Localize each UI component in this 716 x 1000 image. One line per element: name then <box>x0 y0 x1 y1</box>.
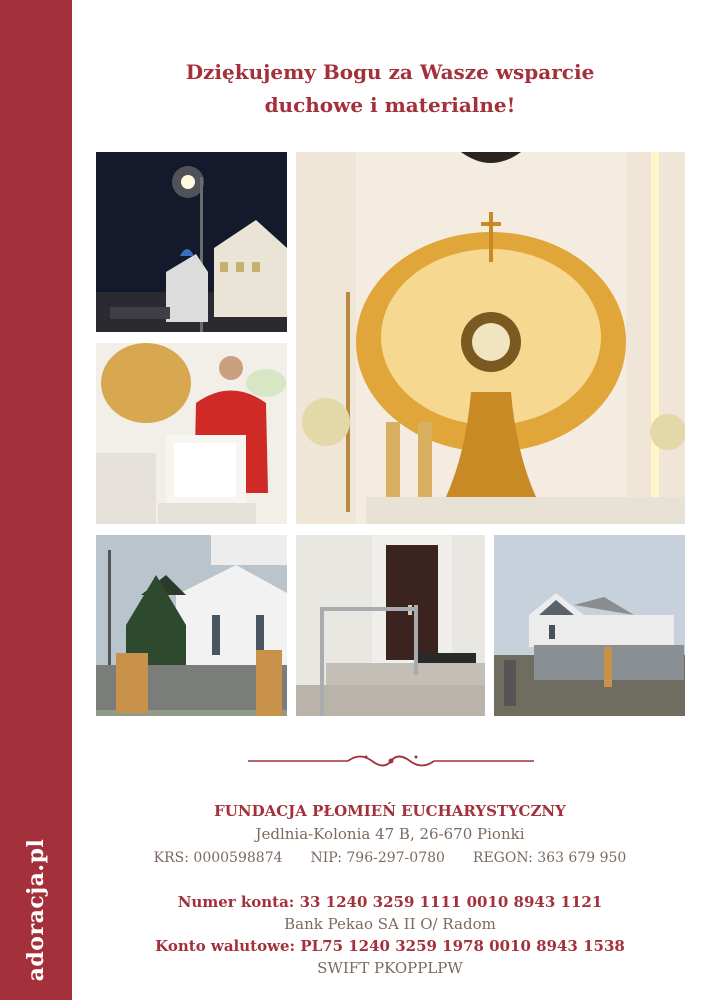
foundation-name: FUNDACJA PŁOMIEŃ EUCHARYSTYCZNY <box>214 802 566 820</box>
photo-church-side <box>96 535 287 716</box>
currency-account: Konto walutowe: PL75 1240 3259 1978 0010 8943 1538 <box>155 937 625 955</box>
title-line-2: duchowe i materialne! <box>264 93 516 117</box>
account-number: Numer konta: 33 1240 3259 1111 0010 8943 1121 <box>177 893 603 911</box>
krs-number: KRS: 0000598874 <box>153 850 283 866</box>
site-url: adoracja.pl <box>23 838 49 982</box>
foundation-address: Jedlnia-Kolonia 47 B, 26-670 Pionki <box>255 825 525 843</box>
photo-church-night <box>96 152 287 332</box>
photo-priest <box>96 343 287 524</box>
title-line-1: Dziękujemy Bogu za Wasze wsparcie <box>185 60 595 84</box>
regon-number: REGON: 363 679 950 <box>472 850 627 866</box>
registration-numbers <box>96 846 684 870</box>
bank-name: Bank Pekao SA II O/ Radom <box>284 915 496 933</box>
photo-building-fence <box>494 535 685 716</box>
photo-entrance <box>296 535 485 716</box>
page-title <box>96 56 684 122</box>
ornament-divider <box>248 750 534 772</box>
bank-info <box>96 891 684 979</box>
nip-number: NIP: 796-297-0780 <box>310 850 445 866</box>
sidebar <box>0 0 72 1000</box>
photo-monstrance <box>296 152 685 524</box>
swift-code: SWIFT PKOPPLPW <box>317 959 463 977</box>
foundation-info <box>96 800 684 870</box>
